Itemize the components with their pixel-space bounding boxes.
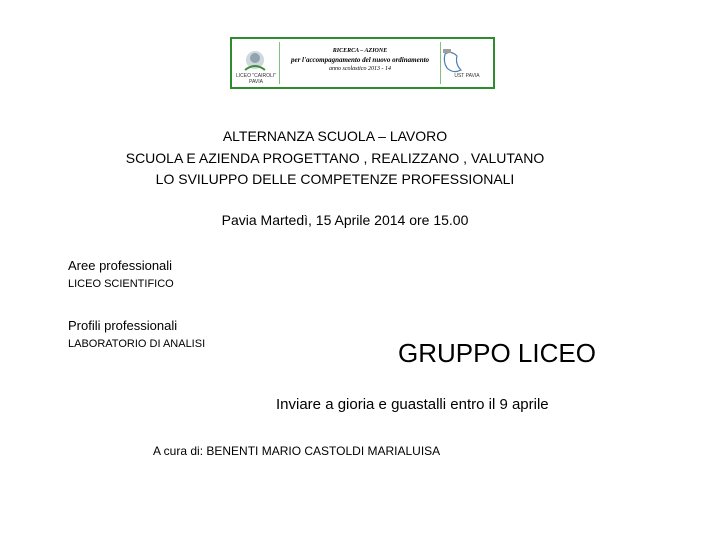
headline-line-3: LO SVILUPPO DELLE COMPETENZE PROFESSIONALI xyxy=(155,171,515,187)
aree-heading: Aree professionali xyxy=(68,258,173,273)
group-title: GRUPPO LICEO xyxy=(398,338,596,368)
header-banner xyxy=(230,37,495,89)
banner-line-2: per l'accompagnamento del nuovo ordinamento xyxy=(290,56,430,64)
profili-value: LABORATORIO DI ANALISI xyxy=(68,338,206,350)
instruction-text: Inviare a gioria e guastalli entro il 9 aprile xyxy=(276,396,549,413)
event-date: Pavia Martedì, 15 Aprile 2014 ore 15.00 xyxy=(221,212,469,228)
banner-line-1: RICERCA – AZIONE xyxy=(332,48,388,54)
school-caption: LICEO "CAIROLI" PAVIA xyxy=(236,73,276,85)
banner-title-block xyxy=(279,42,441,84)
office-caption: UST PAVIA xyxy=(454,73,480,79)
aree-value: LICEO SCIENTIFICO xyxy=(68,278,174,290)
headline-line-2: SCUOLA E AZIENDA PROGETTANO , REALIZZANO , VALUTANO xyxy=(125,150,545,166)
credits-text: A cura di: BENENTI MARIO CASTOLDI MARIALUISA xyxy=(153,444,441,458)
headline-line-1: ALTERNANZA SCUOLA – LAVORO xyxy=(222,128,448,144)
profili-heading: Profili professionali xyxy=(68,318,178,333)
banner-line-3: anno scolastico 2013 - 14 xyxy=(329,66,391,72)
